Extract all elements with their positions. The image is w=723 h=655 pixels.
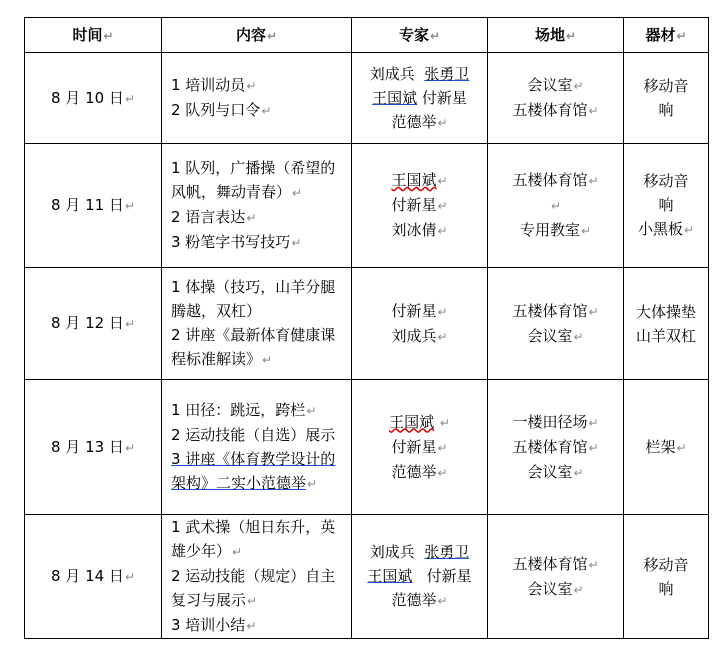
venue-cell: 五楼体育馆↵ 会议室↵ — [488, 515, 624, 639]
venue-cell: 会议室↵ 五楼体育馆↵ — [488, 53, 624, 144]
equipment-cell: 移动音响 — [624, 53, 709, 144]
venue-cell: 五楼体育馆↵ 会议室↵ — [488, 268, 624, 380]
header-expert: 专家↵ — [352, 18, 488, 53]
content-cell: 1 培训动员↵ 2 队列与口令↵ — [162, 53, 352, 144]
date-cell: 8 月 12 日↵ — [25, 268, 162, 380]
equipment-cell: 移动音响 小黑板↵ — [624, 144, 709, 268]
table-row — [25, 268, 709, 380]
expert-cell: 付新星↵ 刘成兵↵ — [352, 268, 488, 380]
expert-cell: 王国斌↵ 付新星↵ 刘冰倩↵ — [352, 144, 488, 268]
content-cell: 1 武术操（旭日东升，英雄少年）↵ 2 运动技能（规定）自主复习与展示↵ 3 培训小结↵ — [162, 515, 352, 639]
venue-cell: 五楼体育馆↵ ↵ 专用教室↵ — [488, 144, 624, 268]
schedule-table — [24, 17, 709, 639]
table-row — [25, 53, 709, 144]
header-time: 时间↵ — [25, 18, 162, 53]
table-row — [25, 380, 709, 515]
header-venue: 场地↵ — [488, 18, 624, 53]
venue-cell: 一楼田径场↵ 五楼体育馆↵ 会议室↵ — [488, 380, 624, 515]
table-row — [25, 515, 709, 639]
table-row — [25, 144, 709, 268]
header-row — [25, 18, 709, 53]
equipment-cell: 栏架↵ — [624, 380, 709, 515]
expert-cell: 刘成兵 张勇卫 王国斌 付新星 范德举↵ — [352, 515, 488, 639]
date-cell: 8 月 13 日↵ — [25, 380, 162, 515]
equipment-cell: 移动音响 — [624, 515, 709, 639]
content-cell: 1 田径：跳远，跨栏↵ 2 运动技能（自选）展示 3 讲座《体育教学设计的架构》二实小范德举↵ — [162, 380, 352, 515]
date-cell: 8 月 11 日↵ — [25, 144, 162, 268]
content-cell: 1 体操（技巧，山羊分腿腾越，双杠） 2 讲座《最新体育健康课程标准解读》↵ — [162, 268, 352, 380]
date-cell: 8 月 10 日↵ — [25, 53, 162, 144]
expert-cell: 王国斌 ↵ 付新星↵ 范德举↵ — [352, 380, 488, 515]
header-equipment: 器材↵ — [624, 18, 709, 53]
date-cell: 8 月 14 日↵ — [25, 515, 162, 639]
equipment-cell: 大体操垫 山羊双杠 — [624, 268, 709, 380]
expert-cell: 刘成兵 张勇卫 王国斌 付新星 范德举↵ — [352, 53, 488, 144]
header-content: 内容↵ — [162, 18, 352, 53]
content-cell: 1 队列，广播操（希望的风帆，舞动青春）↵ 2 语言表达↵ 3 粉笔字书写技巧↵ — [162, 144, 352, 268]
